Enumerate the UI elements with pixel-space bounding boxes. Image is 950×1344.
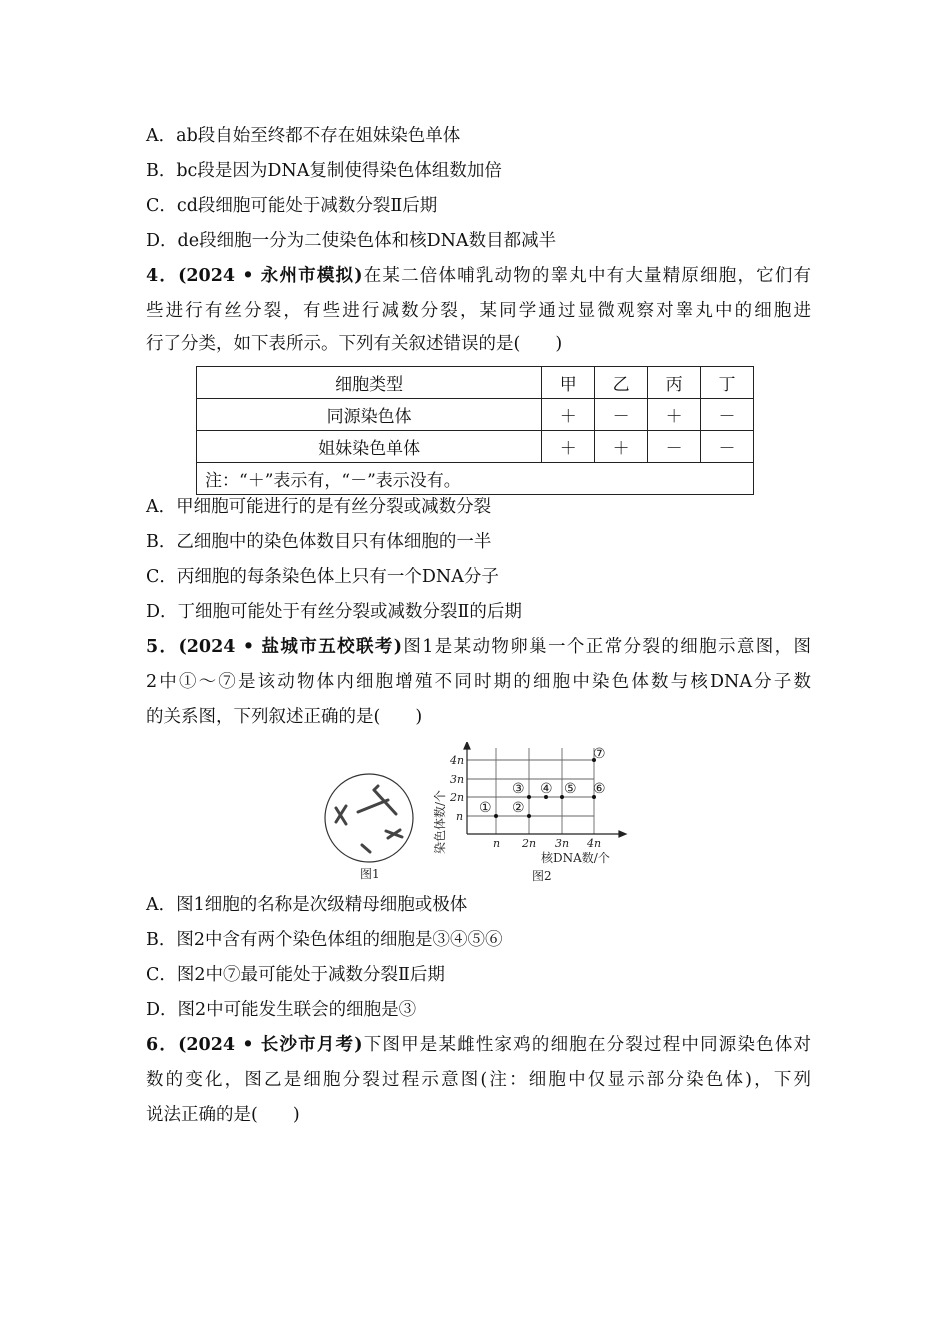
data-point-1 bbox=[494, 814, 498, 818]
table-cell: 同源染色体 bbox=[197, 399, 542, 431]
table-header-cell: 丙 bbox=[648, 367, 701, 399]
q4-stem-line2: 些进行有丝分裂，有些进行减数分裂，某同学通过显微观察对睾丸中的细胞进 bbox=[146, 301, 811, 321]
q6-stem-line1 bbox=[146, 1028, 811, 1063]
point-label: ③ bbox=[512, 781, 525, 797]
y-axis-label: 染色体数/个 bbox=[433, 789, 447, 854]
table-row bbox=[197, 431, 754, 463]
y-tick-label: 4n bbox=[450, 754, 465, 767]
q5-text-line1: 图1是某动物卵巢一个正常分裂的细胞示意图，图 bbox=[402, 637, 811, 657]
point-label: ④ bbox=[540, 781, 553, 797]
q5-number: 5． bbox=[146, 637, 179, 657]
point-label: ⑤ bbox=[564, 781, 577, 797]
table-cell: ＋ bbox=[595, 431, 648, 463]
x-tick-label: 2n bbox=[522, 837, 537, 850]
q5-stem-line1 bbox=[146, 630, 811, 665]
y-tick-label: 2n bbox=[450, 791, 465, 804]
q4-stem-line3: 行了分类，如下表所示。下列有关叙述错误的是( ) bbox=[146, 334, 563, 354]
table-cell: ＋ bbox=[648, 399, 701, 431]
q3-option-b: B．bc段是因为DNA复制使得染色体组数加倍 bbox=[146, 161, 502, 181]
q5-stem-line3: 的关系图，下列叙述正确的是( ) bbox=[146, 707, 423, 727]
q3-option-a: A．ab段自始至终都不存在姐妹染色单体 bbox=[146, 126, 461, 146]
table-row bbox=[197, 399, 754, 431]
x-tick-label: n bbox=[493, 837, 501, 850]
data-point-3 bbox=[527, 795, 531, 799]
q3-option-c: C．cd段细胞可能处于减数分裂Ⅱ后期 bbox=[146, 196, 438, 216]
table-cell: － bbox=[701, 431, 754, 463]
q5-option-d: D．图2中可能发生联会的细胞是③ bbox=[146, 1000, 417, 1020]
table-header-cell: 丁 bbox=[701, 367, 754, 399]
point-label: ② bbox=[512, 800, 525, 816]
table-note: 注：“＋”表示有，“－”表示没有。 bbox=[197, 463, 754, 495]
q5-stem-line2: 2中①～⑦是该动物体内细胞增殖不同时期的细胞中染色体数与核DNA分子数 bbox=[146, 672, 811, 692]
q4-source: (2024 • 永州市模拟) bbox=[178, 266, 363, 286]
q4-option-a: A．甲细胞可能进行的是有丝分裂或减数分裂 bbox=[146, 497, 492, 517]
x-axis-label: 核DNA数/个 bbox=[541, 851, 610, 865]
q5-source: (2024 • 盐城市五校联考) bbox=[178, 637, 402, 657]
fig2-caption: 图2 bbox=[532, 869, 552, 883]
x-axis-arrow bbox=[619, 831, 626, 837]
q5-option-a: A．图1细胞的名称是次级精母细胞或极体 bbox=[146, 895, 468, 915]
table-header-cell: 甲 bbox=[542, 367, 595, 399]
q5-figure bbox=[316, 742, 636, 884]
q5-option-b: B．图2中含有两个染色体组的细胞是③④⑤⑥ bbox=[146, 930, 503, 950]
y-axis-arrow bbox=[464, 742, 470, 749]
q6-source: (2024 • 长沙市月考) bbox=[178, 1035, 363, 1055]
table-cell: ＋ bbox=[542, 399, 595, 431]
point-label: ⑥ bbox=[593, 781, 606, 797]
point-label: ① bbox=[479, 800, 492, 816]
q4-cell-table bbox=[196, 366, 754, 495]
q4-option-b: B．乙细胞中的染色体数目只有体细胞的一半 bbox=[146, 532, 492, 552]
fig2-chart bbox=[432, 742, 626, 883]
q6-stem-line3: 说法正确的是( ) bbox=[146, 1105, 300, 1125]
q6-text-line1: 下图甲是某雌性家鸡的细胞在分裂过程中同源染色体对 bbox=[362, 1035, 812, 1055]
y-tick-label: 3n bbox=[450, 773, 465, 786]
q3-option-d: D．de段细胞一分为二使染色体和核DNA数目都减半 bbox=[146, 231, 557, 251]
table-header-row bbox=[197, 367, 754, 399]
table-header-cell: 乙 bbox=[595, 367, 648, 399]
table-header-cell: 细胞类型 bbox=[197, 367, 542, 399]
q5-option-c: C．图2中⑦最可能处于减数分裂Ⅱ后期 bbox=[146, 965, 445, 985]
fig1-cell-diagram bbox=[325, 774, 413, 881]
table-cell: 姐妹染色单体 bbox=[197, 431, 542, 463]
point-label: ⑦ bbox=[593, 746, 606, 762]
table-cell: ＋ bbox=[542, 431, 595, 463]
q4-number: 4． bbox=[146, 266, 179, 286]
x-tick-label: 4n bbox=[587, 837, 602, 850]
data-point-2 bbox=[527, 814, 531, 818]
q4-option-d: D．丁细胞可能处于有丝分裂或减数分裂Ⅱ的后期 bbox=[146, 602, 522, 622]
q4-stem-line1 bbox=[146, 259, 811, 294]
fig1-caption: 图1 bbox=[360, 867, 380, 881]
table-cell: － bbox=[701, 399, 754, 431]
q6-number: 6． bbox=[146, 1035, 179, 1055]
x-tick-label: 3n bbox=[555, 837, 570, 850]
q4-text-line1: 在某二倍体哺乳动物的睾丸中有大量精原细胞，它们有 bbox=[362, 266, 812, 286]
q4-option-c: C．丙细胞的每条染色体上只有一个DNA分子 bbox=[146, 567, 499, 587]
q6-stem-line2: 数的变化，图乙是细胞分裂过程示意图(注：细胞中仅显示部分染色体)，下列 bbox=[146, 1070, 811, 1090]
table-cell: － bbox=[648, 431, 701, 463]
y-tick-label: n bbox=[456, 810, 464, 823]
table-cell: － bbox=[595, 399, 648, 431]
